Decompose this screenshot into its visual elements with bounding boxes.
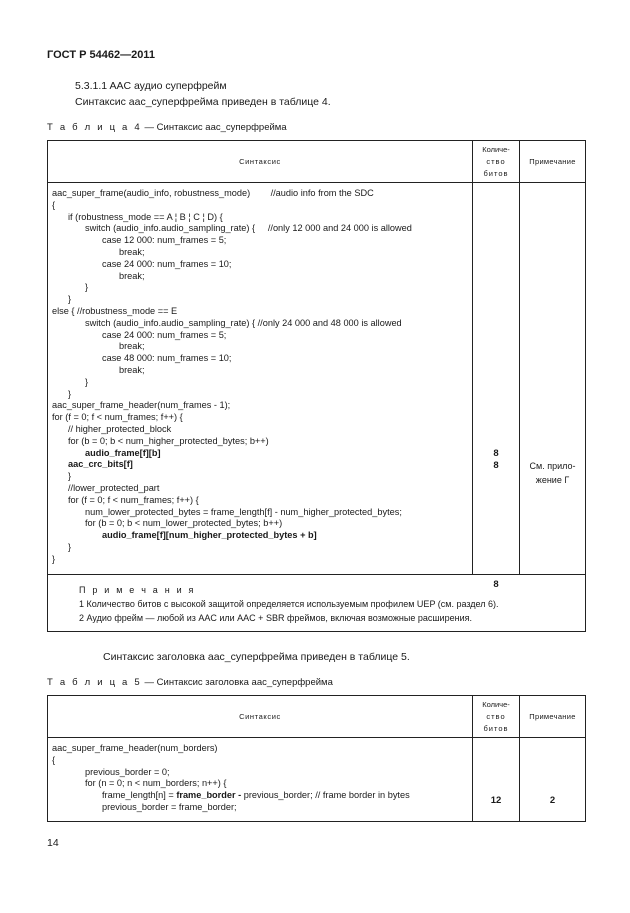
table5-col-bits — [473, 696, 520, 738]
code-line: case 12 000: num_frames = 5; — [102, 235, 227, 246]
table4-note-cell — [520, 183, 586, 575]
code-line: audio_frame[f][num_higher_protected_bytes + b] — [102, 530, 317, 541]
table5-caption — [47, 677, 333, 688]
code-line: } — [85, 376, 89, 387]
code-line: switch (audio_info.audio_sampling_rate) { //only 12 000 and 24 000 is allowed — [85, 223, 412, 234]
table4-caption — [47, 122, 287, 133]
table4-col-bits — [473, 141, 520, 183]
code-line: previous_border = 0; — [85, 766, 170, 777]
table5-note: 2 — [549, 795, 556, 806]
table5 — [47, 695, 586, 822]
code-line: } — [85, 282, 89, 293]
code-line: previous_border = frame_border; — [102, 801, 237, 812]
code-line: } — [52, 553, 56, 564]
code-line: break; — [119, 341, 145, 352]
table5-caption-text: — Синтаксис заголовка aac_суперфрейма — [141, 677, 333, 688]
code-line: aac_crc_bits[f] — [68, 459, 133, 470]
table4-col-note: Примечание — [520, 141, 586, 183]
table4-col-syntax: Синтаксис — [48, 141, 473, 183]
bits-value: 8 — [493, 448, 499, 459]
code-line: for (b = 0; b < num_higher_protected_bytes; b++) — [68, 435, 269, 446]
table4-note-line: См. прило- — [529, 461, 576, 471]
table4-note — [520, 459, 585, 487]
table4-note-1: 1 Количество битов с высокой защитой определяется используемым профилем UEP (см. раздел 6). — [79, 599, 499, 609]
table4-caption-prefix: Т а б л и ц а 4 — [47, 122, 142, 133]
code-line: break; — [119, 270, 145, 281]
page-number: 14 — [47, 837, 59, 849]
code-line: } — [68, 541, 72, 552]
code-line: aac_super_frame_header(num_frames - 1); — [52, 400, 231, 411]
table4-note-2: 2 Аудио фрейм — любой из AAC или AAC + SBR фреймов, включая возможные расширения. — [79, 613, 472, 623]
code-line: for (b = 0; b < num_lower_protected_bytes; b++) — [85, 518, 283, 529]
table4-bits-cell — [473, 183, 520, 590]
table5-code-cell — [48, 738, 473, 822]
code-line: } — [68, 471, 72, 482]
code-line: audio_frame[f][b] — [85, 447, 161, 458]
table5-col-note: Примечание — [520, 696, 586, 738]
code-line: { — [52, 754, 56, 765]
code-line: num_lower_protected_bytes = frame_length[f] - num_higher_protected_bytes; — [85, 506, 402, 517]
between-text: Синтаксис заголовка aac_суперфрейма приведен в таблице 5. — [103, 651, 410, 663]
table4-col-bits-line: битов — [483, 168, 509, 178]
bits-value: 12 — [490, 795, 502, 806]
table5-bits-cell — [473, 738, 520, 822]
code-line: // higher_protected_block — [68, 423, 172, 434]
code-line: break; — [119, 364, 145, 375]
code-line: for (n = 0; n < num_borders; n++) { — [85, 778, 227, 789]
table5-col-bits-line: битов — [483, 723, 509, 733]
code-keyword: frame_border - — [176, 790, 242, 801]
code-line: case 24 000: num_frames = 5; — [102, 329, 227, 340]
code-line: frame_length[n] = frame_border - previous_border; // frame border in bytes — [102, 790, 410, 801]
code-line: aac_super_frame(audio_info, robustness_mode) //audio info from the SDC — [52, 188, 374, 198]
table5-col-bits-line: ство — [486, 711, 506, 721]
table4-note-line: жение Г — [535, 475, 570, 485]
code-line: else { //robustness_mode == E — [52, 305, 178, 316]
table4-notes-title: П р и м е ч а н и я — [79, 585, 196, 595]
code-line: if (robustness_mode == A ¦ B ¦ C ¦ D) { — [68, 211, 223, 222]
bits-value: 8 — [493, 579, 499, 590]
table4-code-cell — [48, 183, 473, 575]
code-line: aac_super_frame_header(num_borders) — [52, 743, 218, 753]
code-line: switch (audio_info.audio_sampling_rate) { //only 24 000 and 48 000 is allowed — [85, 317, 402, 328]
table4 — [47, 140, 586, 632]
section-intro: Синтаксис aac_суперфрейма приведен в таблице 4. — [75, 96, 331, 108]
table4-caption-text: — Синтаксис aac_суперфрейма — [141, 122, 287, 133]
table4-col-bits-line: Количе- — [482, 144, 510, 154]
code-line: case 24 000: num_frames = 10; — [102, 258, 232, 269]
code-line: for (f = 0; f < num_frames; f++) { — [68, 494, 199, 505]
code-line: //lower_protected_part — [68, 482, 160, 493]
code-line: for (f = 0; f < num_frames; f++) { — [52, 412, 183, 423]
section-title: 5.3.1.1 AAC аудио суперфрейм — [75, 80, 227, 92]
code-line: } — [68, 294, 72, 305]
table5-col-bits-line: Количе- — [482, 699, 510, 709]
code-line: } — [68, 388, 72, 399]
table5-note-cell — [520, 738, 586, 822]
table5-caption-prefix: Т а б л и ц а 5 — [47, 677, 142, 688]
code-line: case 48 000: num_frames = 10; — [102, 353, 232, 364]
bits-value: 8 — [493, 460, 499, 471]
table5-col-syntax: Синтаксис — [48, 696, 473, 738]
document-header: ГОСТ Р 54462—2011 — [47, 49, 155, 61]
table4-col-bits-line: ство — [486, 156, 506, 166]
code-line: { — [52, 199, 56, 210]
code-line: break; — [119, 246, 145, 257]
